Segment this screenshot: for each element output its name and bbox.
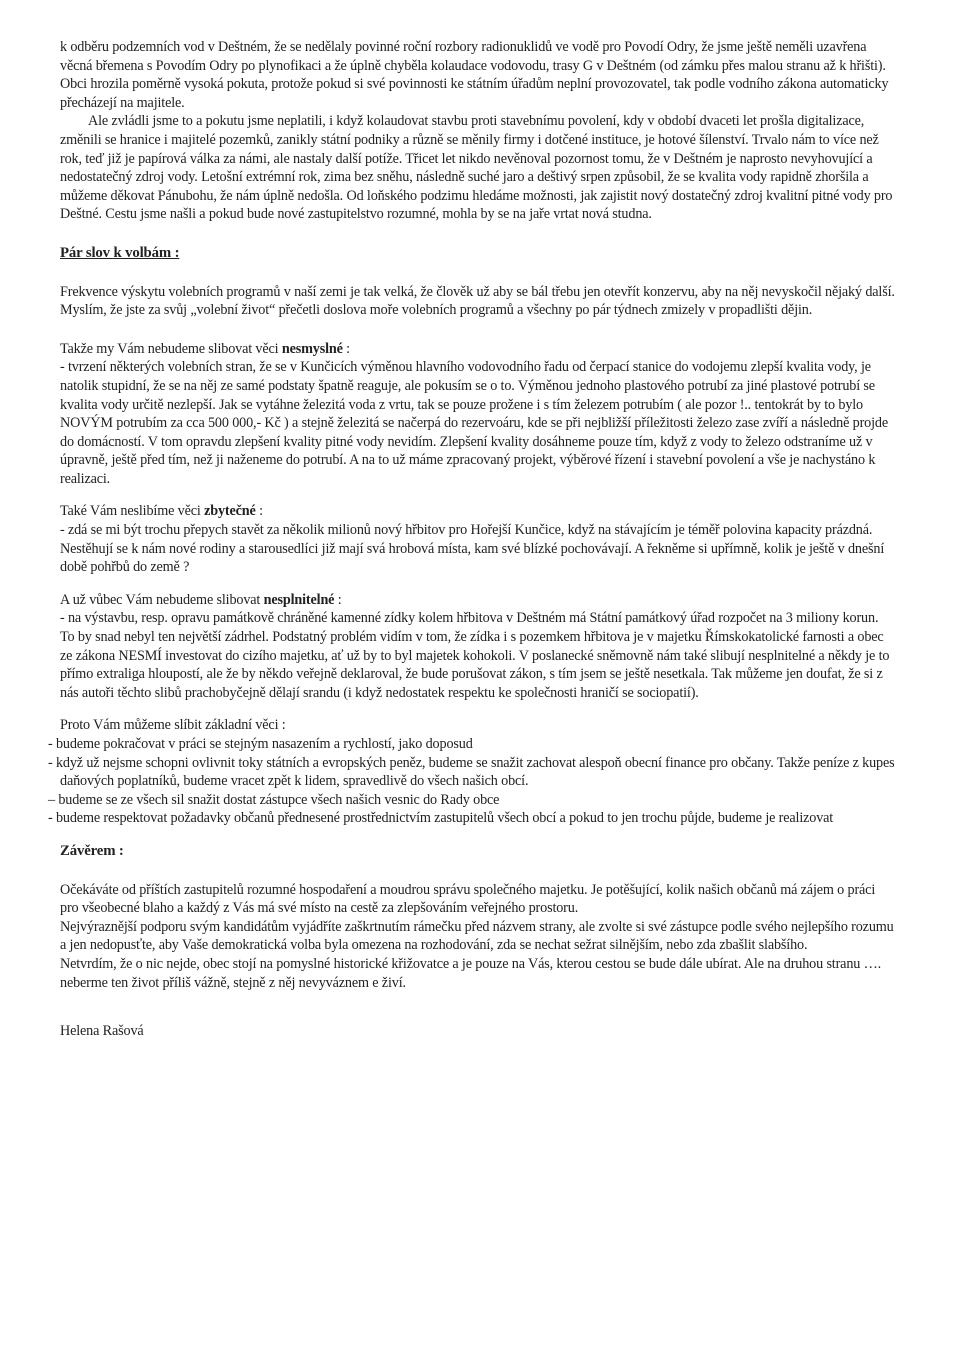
zbytecne-colon: : <box>255 503 263 520</box>
nesplnitelne-keyword: nesplnitelné <box>263 591 335 608</box>
nesmyslne-colon: : <box>342 340 350 357</box>
zakladni-item-1: - budeme pokračovat v práci se stejným nasazením a rychlostí, jako doposud <box>48 736 473 752</box>
nesmyslne-item: - tvrzení některých volebních stran, že se v Kunčicích výměnou hlavního vodovodního řadu od čerpací stanice do vodojemu zlepší kvalita vody, je natolik stupidní, že se na něj ze samé podstaty špatně reaguje, ale pokusím se o to. Výměnou jednoho plastového potrubí za jiné plastové potrubí se kvalita vody určitě nezlepší. Jak se vytáhne železitá voda z vrtu, tak se pouze prožene i s tím železem potrubím ( ale pozor !.. tentokrát by to bylo NOVÝM potrubím za cca 500 000,- Kč ) a stejně železitá se načerpá do rezervoáru, kde se při nejbližší příležitosti železo zase zvíří a následně projde do domácností. V tom opravdu zlepšení kvality pitné vody nevidím. Zlepšení kvality dosáhneme pouze tím, když z vody to železo odstraníme už v úpravně, ještě před tím, než ji naženeme do potrubí. A na to už máme zpracovaný projekt, výběrové řízení i stavební povolení a vše je nachystáno k realizaci. <box>60 359 888 487</box>
section-heading-zaver: Závěrem : <box>60 842 124 859</box>
volby-paragraph: Frekvence výskytu volebních programů v naší zemi je tak velká, že člověk už aby se bál třebu jen otevřít konzervu, aby na něj nevyskočil nějaký další. Myslím, že jste za svůj „volební život“ přečetli doslova moře volebních programů a všechny po pár týdnech zmizely v propadlišti dějin. <box>60 283 895 319</box>
section-heading-volby: Pár slov k volbám : <box>60 244 180 261</box>
nesmyslne-keyword: nesmyslné <box>281 340 343 357</box>
nesplnitelne-intro-text: A už vůbec Vám nebudeme slibovat <box>60 591 264 608</box>
document-page <box>48 38 895 1041</box>
signature: Helena Rašová <box>60 1023 144 1040</box>
zbytecne-intro-text: Také Vám neslibíme věci <box>60 503 205 520</box>
zakladni-item-2: - když už nejsme schopni ovlivnit toky státních a evropských peněz, budeme se snažit zachovat alespoň obecní finance pro občany. Takže peníze z kupes daňových poplatníků, budeme vracet zpět k lidem, spravedlivě do všech našich obcí. <box>48 754 895 790</box>
zaver-paragraph-3: Netvrdím, že o nic nejde, obec stojí na pomyslné historické křižovatce a je pouze na Vás, kterou cestou se bude dále ubírat. Ale na druhou stranu …. neberme ten život příliš vážně, stejně z něj nevyváznem e živí. <box>60 955 882 991</box>
zbytecne-item: - zdá se mi být trochu přepych stavět za několik milionů nový hřbitov pro Hořejší Kunčice, když na stávajícím je téměř polovina kapacity prázdná. Nestěhují se k nám nové rodiny a starousedlíci již mají svá hrobová místa, kam své blízké pochovávají. A řekněme si upřímně, kolik je ještě v dnešní době pohřbů do země ? <box>60 522 885 576</box>
zakladni-item-3: – budeme se ze všech sil snažit dostat zástupce všech našich vesnic do Rady obce <box>48 791 500 808</box>
nesplnitelne-colon: : <box>334 591 342 608</box>
zakladni-item-4: - budeme respektovat požadavky občanů přednesené prostřednictvím zastupitelů všech obcí a pokud to jen trochu půjde, budeme je realizovat <box>48 810 834 827</box>
zakladni-intro: Proto Vám můžeme slíbit základní věci : <box>60 717 286 734</box>
zaver-paragraph-1: Očekáváte od příštích zastupitelů rozumné hospodaření a moudrou správu společného majetku. Je potěšující, kolik našich občanů má zájem o práci pro všeobecné blaho a každý z Vás má své místo na cestě za zlepšováním veřejného prostoru. <box>60 881 876 917</box>
zbytecne-keyword: zbytečné <box>204 503 256 520</box>
nesmyslne-intro-text: Takže my Vám nebudeme slibovat věci <box>60 340 282 357</box>
nesplnitelne-intro <box>60 591 895 610</box>
nesplnitelne-item: - na výstavbu, resp. opravu památkově chráněné kamenné zídky kolem hřbitova v Deštném má Státní památkový úřad rozpočet na 3 miliony korun. To by snad nebyl ten největší zádrhel. Podstatný problém vidím v tom, že zídka i s pozemkem hřbitova je v majetku Římskokatolické farnosti a obec ze zákona NESMÍ investovat do cizího majetku, ať už by to byl majetek kohokoli. V poslanecké sněmovně nám také slibují nesplnitelné a někdy je to přímo extraliga hloupostí, ale že by někdo veřejně deklaroval, že bude porušovat zákon, s tím jsem se ještě nesetkala. Tak můžeme jen doufat, že si z nás autoři těchto slibů prachobyčejně dělají srandu (i když nedostatek respektu ke společnosti hraničí se sociopatií). <box>60 610 890 701</box>
nesmyslne-intro <box>60 340 895 359</box>
zbytecne-intro <box>60 502 895 521</box>
zaver-paragraph-2: Nejvýraznější podporu svým kandidátům vyjádříte zaškrtnutím rámečku před názvem strany, ale zvolte si své zástupce podle svého nejlepšího rozumu a jen nedopusťte, aby Vaše demokratická volba byla omezena na rozhodování, zda se nechat sežrat silnějším, nebo zda zbašlit slabšího. <box>60 918 894 954</box>
intro-paragraph-2: Ale zvládli jsme to a pokutu jsme neplatili, i když kolaudovat stavbu proti stavebnímu povolení, kdy v období dvaceti let prošla digitalizace, změnili se hranice i majitelé pozemků, zanikly státní podniky a různě se měnily firmy i dotčené instituce, je hotové šílenství. Trvalo nám to více než rok, teď již je papírová válka za námi, ale nastaly další potíže. Třicet let nikdo nevěnoval pozornost tomu, že v Deštném je naprosto nevyhovující a nedostatečný zdroj vody. Letošní extrémní rok, zima bez sněhu, následně suché jaro a deštivý srpen způsobil, že se kvalita vody rapidně zhoršila a můžeme děkovat Pánubohu, že nám úplně nedošla. Od loňského podzimu hledáme možnosti, jak zajistit nový dostatečný zdroj kvalitní pitné vody pro Deštné. Cestu jsme našli a pokud bude nové zastupitelstvo rozumné, mohla by se na jaře vrtat nová studna. <box>60 113 893 223</box>
intro-paragraph-1: k odběru podzemních vod v Deštném, že se nedělaly povinné roční rozbory radionuklidů ve vodě pro Povodí Odry, že jsme ještě neměli uzavřena věcná břemena s Povodím Odry po plynofikaci a že úplně chyběla kolaudace vodovodu, trasy G v Deštném (od zámku přes malou stranu až k hřišti). Obci hrozila poměrně vysoká pokuta, protože pokud si své povinnosti ke státním úřadům neplní provozovatel, tak podle vodního zákona automaticky přecházejí na majitele. <box>60 39 889 111</box>
